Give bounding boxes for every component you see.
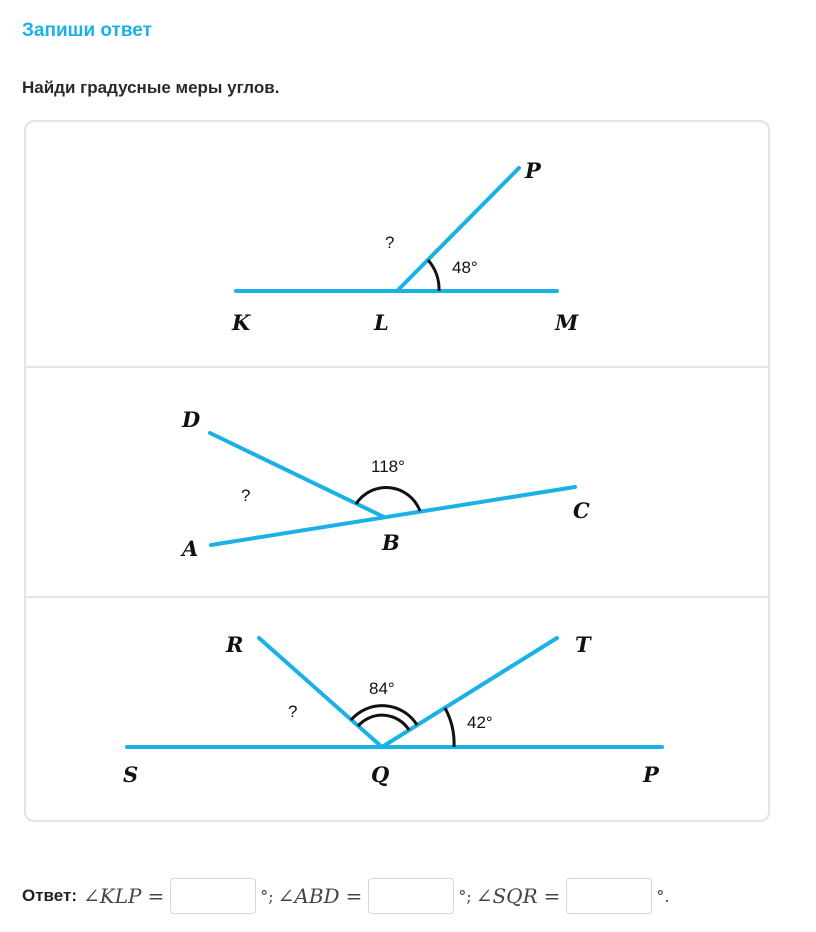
point-label-a: A <box>182 536 199 561</box>
answer-input-klp[interactable] <box>170 878 256 914</box>
point-label-p: P <box>643 762 659 787</box>
answer-row <box>22 876 674 916</box>
figure-klm-drawing <box>26 122 770 366</box>
unknown-angle-mark: ? <box>385 233 395 252</box>
point-label-s: S <box>123 762 139 787</box>
figure-klm <box>26 122 768 366</box>
point-label-m: M <box>555 310 579 335</box>
angle-name-abd: ∠ABD <box>277 884 340 908</box>
answer-suffix: °; <box>260 886 274 906</box>
figure-card <box>24 120 770 822</box>
equals-sign: = <box>147 884 165 908</box>
unknown-angle-mark: ? <box>288 702 298 721</box>
equals-sign: = <box>543 884 561 908</box>
angle-arc-tqp <box>445 708 454 747</box>
angle-arc-plm <box>428 260 439 291</box>
answer-label: Ответ: <box>22 886 77 905</box>
point-label-b: B <box>382 530 400 555</box>
answer-input-abd[interactable] <box>368 878 454 914</box>
figure-abc <box>26 368 768 596</box>
angle-arc-rqt-inner <box>358 715 409 730</box>
equals-sign: = <box>345 884 363 908</box>
task-header: Запиши ответ <box>22 20 152 41</box>
point-label-t: T <box>575 632 591 657</box>
point-label-q: Q <box>371 762 390 787</box>
question-text: Найди градусные меры углов. <box>22 78 280 97</box>
answer-input-sqr[interactable] <box>566 878 652 914</box>
point-label-r: R <box>226 632 244 657</box>
point-label-l: L <box>374 310 389 335</box>
point-label-p: P <box>525 158 541 183</box>
figure-abc-drawing <box>26 368 770 596</box>
angle-name-sqr: ∠SQR <box>475 884 538 908</box>
figure-sqp-drawing <box>26 598 770 822</box>
ray-qr <box>259 638 382 747</box>
answer-suffix: °; <box>458 886 472 906</box>
angle-label-84: 84° <box>369 679 395 698</box>
unknown-angle-mark: ? <box>241 486 251 505</box>
figure-sqp <box>26 598 768 822</box>
angle-name-klp: ∠KLP <box>83 884 142 908</box>
point-label-k: K <box>232 310 251 335</box>
point-label-d: D <box>182 407 201 432</box>
angle-label-48: 48° <box>452 258 478 277</box>
angle-label-42: 42° <box>467 713 493 732</box>
angle-label-118: 118° <box>371 457 405 476</box>
point-label-c: C <box>573 498 590 523</box>
answer-suffix: °. <box>656 886 670 906</box>
ray-bd <box>210 433 384 517</box>
